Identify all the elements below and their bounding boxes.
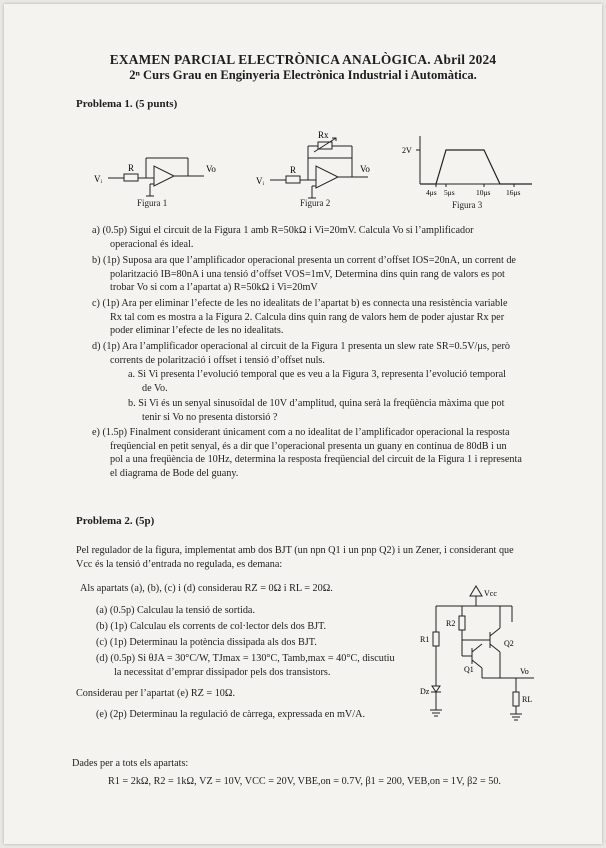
fig3-amplitude-label: 2V: [402, 146, 412, 155]
figure3-waveform: [402, 134, 542, 200]
p2-intro: Pel regulador de la figura, implementat amb dos BJT (un npn Q1 i un pnp Q2) i un Zener, i considerant que Vcc és la tensió d’entrada no regulada, es demana:: [76, 545, 514, 570]
figure3-caption: Figura 3: [452, 200, 483, 210]
circuit-r2-label: R2: [446, 619, 456, 628]
circuit-rl-label: RL: [522, 695, 533, 704]
circuit-dz-label: Dz: [420, 687, 430, 696]
fig2-r-label: R: [290, 165, 297, 175]
fig3-tick-10us: 10μs: [476, 188, 491, 197]
circuit-q2-label: Q2: [504, 639, 514, 648]
fig3-tick-5us: 5μs: [444, 188, 455, 197]
fig1-vi-label: Vᵢ: [94, 174, 102, 184]
circuit-r1-label: R1: [420, 635, 430, 644]
circuit-vo-label: Vo: [520, 667, 529, 676]
p1-question-d-b: b. Si Vi és un senyal sinusoïdal de 10V d’amplitud, quina serà la freqüència màxima que pot tenir si Vo no presenta distorsió ?: [128, 398, 505, 423]
circuit-vcc-label: Vcc: [484, 589, 497, 598]
figure2-caption: Figura 2: [300, 198, 331, 208]
circuit-q1-label: Q1: [464, 665, 474, 674]
p2-question-b: (b) (1p) Calculau els corrents de col·lector dels dos BJT.: [96, 621, 327, 632]
fig1-vo-label: Vo: [206, 164, 216, 174]
data-heading: Dades per a tots els apartats:: [72, 758, 189, 769]
p1-question-e: e) (1.5p) Finalment considerant únicament com a no idealitat de l’amplificador operacional la resposta freqüencial en petit senyal, és a dir que l’operacional presenta un guany en contínua de 80dB i un pol a una freqüència de 10Hz, determina la resposta freqüencial del circuit de la Figura 1 i representa el diagrama de Bode del guany.: [92, 427, 522, 479]
exam-sheet: [4, 4, 602, 844]
figure1-circuit: [94, 144, 234, 204]
exam-subtitle: 2ⁿ Curs Grau en Enginyeria Electrònica Industrial i Automàtica.: [129, 68, 477, 82]
fig3-tick-4us: 4μs: [426, 188, 437, 197]
exam-title: EXAMEN PARCIAL ELECTRÒNICA ANALÒGICA. Abril 2024: [109, 52, 497, 67]
problem2-heading: Problema 2. (5p): [76, 515, 155, 527]
p2-question-d: (d) (0.5p) Si θJA = 30°C/W, TJmax = 130°C, Tamb,max = 40°C, discutiu la necessitat d’emprar dissipador pels dos transistors.: [96, 653, 395, 678]
p1-question-d-a: a. Si Vi presenta l’evolució temporal que es veu a la Figura 3, representa l’evolució temporal de Vo.: [128, 369, 506, 394]
p2-conditions-e: Considerau per l’apartat (e) RZ = 10Ω.: [76, 688, 236, 699]
p1-question-a: a) (0.5p) Sigui el circuit de la Figura 1 amb R=50kΩ i Vi=20mV. Calcula Vo si l’amplificador operacional és ideal.: [92, 225, 474, 250]
p2-conditions-abcd: Als apartats (a), (b), (c) i (d) considerau RZ = 0Ω i RL = 20Ω.: [80, 583, 333, 594]
p1-question-d: d) (1p) Ara l’amplificador operacional al circuit de la Figura 1 presenta un slew rate SR=0.5V/μs, però corrents de polarització i offset i tensió d’offset nuls.: [92, 341, 511, 366]
p2-question-a: (a) (0.5p) Calculau la tensió de sortida.: [96, 605, 255, 616]
problem1-heading: Problema 1. (5 punts): [76, 98, 178, 110]
p1-question-b: b) (1p) Suposa ara que l’amplificador operacional presenta un corrent d’offset IOS=20nA, un corrent de polarització IB=80nA i una tensió d’offset VOS=1mV, Determina dins quin rang de valors es pot trobar Vo si com a l’apartat a) R=50kΩ i Vi=20mV: [92, 255, 516, 294]
p2-question-c: (c) (1p) Determinau la potència dissipada als dos BJT.: [96, 637, 317, 648]
fig2-vi-label: Vᵢ: [256, 176, 264, 186]
p1-question-c: c) (1p) Ara per eliminar l’efecte de les no idealitats de l’apartat b) es connecta una resistència variable Rx tal com es mostra a la Figura 2. Calcula dins quin rang de valors hem de poder ajustar Rx per poder eliminar l’efecte de les no idealitats.: [92, 298, 508, 337]
figure1-caption: Figura 1: [137, 198, 168, 208]
fig3-tick-16us: 16μs: [506, 188, 521, 197]
data-values: R1 = 2kΩ, R2 = 1kΩ, VZ = 10V, VCC = 20V, VBE,on = 0.7V, β1 = 200, VEB,on = 1V, β2 = 50.: [108, 776, 501, 787]
fig2-vo-label: Vo: [360, 164, 370, 174]
regulator-circuit: [416, 582, 546, 724]
fig1-r-label: R: [128, 163, 135, 173]
p2-question-e: (e) (2p) Determinau la regulació de càrrega, expressada en mV/A.: [96, 709, 365, 720]
fig2-rx-label: Rx: [318, 130, 329, 140]
figure2-circuit: [256, 128, 396, 204]
